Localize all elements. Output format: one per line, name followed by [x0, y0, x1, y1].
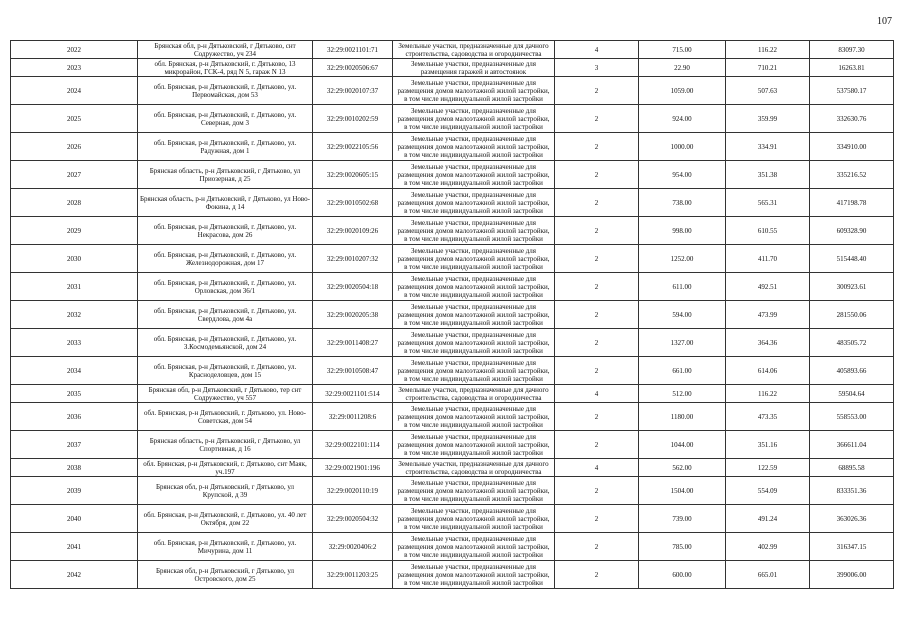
table-row	[11, 161, 894, 189]
address-cell: обл. Брянская, р-н Дятьковский, г. Дятьково, ул. З.Космодемьянской, дом 24	[138, 329, 313, 357]
address-cell: Брянская область, р-н Дятьковский, г Дятьково, ул Ново-Фокина, д 14	[138, 189, 313, 217]
land-registry-table	[10, 40, 894, 589]
cadastral-number-cell: 32:29:0011208:6	[313, 403, 393, 431]
group-cell: 2	[555, 561, 639, 589]
land-use-cell: Земельные участки, предназначенные для размещения домов малоэтажной жилой застройки, в том числе индивидуальной жилой застройки	[393, 133, 555, 161]
address-cell: обл. Брянская, р-н Дятьковский, г. Дятьково, ул. Северная, дом 3	[138, 105, 313, 133]
specific-value-cell: 565.31	[726, 189, 810, 217]
area-cell: 785.00	[639, 533, 726, 561]
area-cell: 600.00	[639, 561, 726, 589]
group-cell: 3	[555, 59, 639, 77]
land-use-cell: Земельные участки, предназначенные для размещения домов малоэтажной жилой застройки, в том числе индивидуальной жилой застройки	[393, 403, 555, 431]
page-number: 107	[877, 16, 892, 27]
specific-value-cell: 351.38	[726, 161, 810, 189]
area-cell: 661.00	[639, 357, 726, 385]
table-row	[11, 245, 894, 273]
table-row	[11, 301, 894, 329]
row-number-cell: 2036	[11, 403, 138, 431]
row-number-cell: 2024	[11, 77, 138, 105]
group-cell: 4	[555, 41, 639, 59]
group-cell: 2	[555, 301, 639, 329]
row-number-cell: 2034	[11, 357, 138, 385]
cadastral-value-cell: 83097.30	[810, 41, 894, 59]
area-cell: 1000.00	[639, 133, 726, 161]
row-number-cell: 2029	[11, 217, 138, 245]
group-cell: 2	[555, 403, 639, 431]
row-number-cell: 2031	[11, 273, 138, 301]
table-row	[11, 505, 894, 533]
group-cell: 2	[555, 505, 639, 533]
land-use-cell: Земельные участки, предназначенные для размещения домов малоэтажной жилой застройки, в том числе индивидуальной жилой застройки	[393, 189, 555, 217]
cadastral-number-cell: 32:29:0010202:59	[313, 105, 393, 133]
land-use-cell: Земельные участки, предназначенные для размещения гаражей и автостоянок	[393, 59, 555, 77]
area-cell: 715.00	[639, 41, 726, 59]
group-cell: 2	[555, 329, 639, 357]
address-cell: Брянская обл, р-н Дятьковский, г Дятьково, ул Крупской, д 39	[138, 477, 313, 505]
table-row	[11, 273, 894, 301]
address-cell: обл. Брянская, р-н Дятьковский, г. Дятьково, ул. Железнодорожная, дом 17	[138, 245, 313, 273]
cadastral-value-cell: 363026.36	[810, 505, 894, 533]
table-row	[11, 105, 894, 133]
table-row	[11, 133, 894, 161]
table-row	[11, 77, 894, 105]
cadastral-value-cell: 405893.66	[810, 357, 894, 385]
land-use-cell: Земельные участки, предназначенные для размещения домов малоэтажной жилой застройки, в том числе индивидуальной жилой застройки	[393, 505, 555, 533]
table-row	[11, 385, 894, 403]
cadastral-value-cell: 332630.76	[810, 105, 894, 133]
row-number-cell: 2025	[11, 105, 138, 133]
group-cell: 2	[555, 357, 639, 385]
cadastral-value-cell: 316347.15	[810, 533, 894, 561]
row-number-cell: 2026	[11, 133, 138, 161]
address-cell: Брянская обл, р-н Дятьковский, г Дятьково, снт Содружество, уч 234	[138, 41, 313, 59]
area-cell: 1252.00	[639, 245, 726, 273]
specific-value-cell: 554.09	[726, 477, 810, 505]
address-cell: обл. Брянская, р-н Дятьковский, г. Дятьково, ул. Некрасова, дом 26	[138, 217, 313, 245]
table-row	[11, 459, 894, 477]
specific-value-cell: 122.59	[726, 459, 810, 477]
land-use-cell: Земельные участки, предназначенные для размещения домов малоэтажной жилой застройки, в том числе индивидуальной жилой застройки	[393, 245, 555, 273]
specific-value-cell: 614.06	[726, 357, 810, 385]
address-cell: Брянская область, р-н Дятьковский, г Дятьково, ул Приозерная, д 25	[138, 161, 313, 189]
row-number-cell: 2041	[11, 533, 138, 561]
cadastral-value-cell: 558553.00	[810, 403, 894, 431]
land-use-cell: Земельные участки, предназначенные для дачного строительства, садоводства и огородничества	[393, 459, 555, 477]
area-cell: 22.90	[639, 59, 726, 77]
cadastral-value-cell: 300923.61	[810, 273, 894, 301]
table-row	[11, 403, 894, 431]
cadastral-value-cell: 59504.64	[810, 385, 894, 403]
specific-value-cell: 665.01	[726, 561, 810, 589]
specific-value-cell: 491.24	[726, 505, 810, 533]
cadastral-number-cell: 32:29:0010508:47	[313, 357, 393, 385]
table-row	[11, 477, 894, 505]
land-use-cell: Земельные участки, предназначенные для размещения домов малоэтажной жилой застройки, в том числе индивидуальной жилой застройки	[393, 329, 555, 357]
row-number-cell: 2033	[11, 329, 138, 357]
cadastral-number-cell: 32:29:0011203:25	[313, 561, 393, 589]
address-cell: обл. Брянская, р-н Дятьковский, г. Дятьково, ул. Свердлова, дом 4а	[138, 301, 313, 329]
table-row	[11, 217, 894, 245]
land-use-cell: Земельные участки, предназначенные для размещения домов малоэтажной жилой застройки, в том числе индивидуальной жилой застройки	[393, 105, 555, 133]
area-cell: 998.00	[639, 217, 726, 245]
group-cell: 4	[555, 385, 639, 403]
cadastral-value-cell: 417198.78	[810, 189, 894, 217]
table-row	[11, 431, 894, 459]
cadastral-number-cell: 32:29:0011408:27	[313, 329, 393, 357]
row-number-cell: 2042	[11, 561, 138, 589]
specific-value-cell: 402.99	[726, 533, 810, 561]
table-row	[11, 59, 894, 77]
address-cell: обл. Брянская, р-н Дятьковский, г. Дятьково, снт Маяк, уч.197	[138, 459, 313, 477]
land-use-cell: Земельные участки, предназначенные для размещения домов малоэтажной жилой застройки, в том числе индивидуальной жилой застройки	[393, 217, 555, 245]
specific-value-cell: 359.99	[726, 105, 810, 133]
cadastral-value-cell: 281550.06	[810, 301, 894, 329]
cadastral-number-cell: 32:29:0020605:15	[313, 161, 393, 189]
specific-value-cell: 710.21	[726, 59, 810, 77]
area-cell: 924.00	[639, 105, 726, 133]
row-number-cell: 2037	[11, 431, 138, 459]
land-use-cell: Земельные участки, предназначенные для размещения домов малоэтажной жилой застройки, в том числе индивидуальной жилой застройки	[393, 477, 555, 505]
group-cell: 4	[555, 459, 639, 477]
cadastral-number-cell: 32:29:0020406:2	[313, 533, 393, 561]
group-cell: 2	[555, 431, 639, 459]
cadastral-number-cell: 32:29:0020205:38	[313, 301, 393, 329]
address-cell: обл. Брянская, р-н Дятьковский, г. Дятьково, ул. Орловская, дом 36/1	[138, 273, 313, 301]
land-use-cell: Земельные участки, предназначенные для размещения домов малоэтажной жилой застройки, в том числе индивидуальной жилой застройки	[393, 77, 555, 105]
cadastral-number-cell: 32:29:0020109:26	[313, 217, 393, 245]
land-use-cell: Земельные участки, предназначенные для размещения домов малоэтажной жилой застройки, в том числе индивидуальной жилой застройки	[393, 301, 555, 329]
land-use-cell: Земельные участки, предназначенные для размещения домов малоэтажной жилой застройки, в том числе индивидуальной жилой застройки	[393, 561, 555, 589]
cadastral-value-cell: 366611.04	[810, 431, 894, 459]
specific-value-cell: 411.70	[726, 245, 810, 273]
cadastral-number-cell: 32:29:0010502:68	[313, 189, 393, 217]
address-cell: обл. Брянская, р-н Дятьковский, г. Дятьково, ул. Первомайская, дом 53	[138, 77, 313, 105]
cadastral-number-cell: 32:29:0022101:114	[313, 431, 393, 459]
specific-value-cell: 116.22	[726, 41, 810, 59]
group-cell: 2	[555, 105, 639, 133]
group-cell: 2	[555, 477, 639, 505]
row-number-cell: 2027	[11, 161, 138, 189]
cadastral-number-cell: 32:29:0020504:18	[313, 273, 393, 301]
specific-value-cell: 473.99	[726, 301, 810, 329]
cadastral-number-cell: 32:29:0021901:196	[313, 459, 393, 477]
row-number-cell: 2023	[11, 59, 138, 77]
area-cell: 1180.00	[639, 403, 726, 431]
cadastral-number-cell: 32:29:0021101:71	[313, 41, 393, 59]
cadastral-value-cell: 334910.00	[810, 133, 894, 161]
cadastral-value-cell: 515448.40	[810, 245, 894, 273]
cadastral-number-cell: 32:29:0020107:37	[313, 77, 393, 105]
group-cell: 2	[555, 533, 639, 561]
row-number-cell: 2028	[11, 189, 138, 217]
specific-value-cell: 116.22	[726, 385, 810, 403]
group-cell: 2	[555, 189, 639, 217]
cadastral-number-cell: 32:29:0021101:514	[313, 385, 393, 403]
land-use-cell: Земельные участки, предназначенные для размещения домов малоэтажной жилой застройки, в том числе индивидуальной жилой застройки	[393, 161, 555, 189]
area-cell: 562.00	[639, 459, 726, 477]
table-row	[11, 533, 894, 561]
table-row	[11, 357, 894, 385]
cadastral-number-cell: 32:29:0010207:32	[313, 245, 393, 273]
area-cell: 1044.00	[639, 431, 726, 459]
address-cell: обл. Брянская, р-н Дятьковский, г. Дятьково, ул. 40 лет Октября, дом 22	[138, 505, 313, 533]
cadastral-value-cell: 609328.90	[810, 217, 894, 245]
specific-value-cell: 473.35	[726, 403, 810, 431]
group-cell: 2	[555, 77, 639, 105]
cadastral-value-cell: 16263.81	[810, 59, 894, 77]
specific-value-cell: 351.16	[726, 431, 810, 459]
address-cell: обл. Брянская, р-н Дятьковский, г. Дятьково, ул. Радужная, дом 1	[138, 133, 313, 161]
cadastral-number-cell: 32:29:0022105:56	[313, 133, 393, 161]
address-cell: обл. Брянская, р-н Дятьковский, г. Дятьково, ул. Красноделовцев, дом 15	[138, 357, 313, 385]
row-number-cell: 2040	[11, 505, 138, 533]
specific-value-cell: 507.63	[726, 77, 810, 105]
group-cell: 2	[555, 217, 639, 245]
land-use-cell: Земельные участки, предназначенные для дачного строительства, садоводства и огородничества	[393, 385, 555, 403]
area-cell: 738.00	[639, 189, 726, 217]
row-number-cell: 2035	[11, 385, 138, 403]
specific-value-cell: 364.36	[726, 329, 810, 357]
area-cell: 611.00	[639, 273, 726, 301]
address-cell: Брянская обл, р-н Дятьковский, г Дятьково, ул Островского, дом 25	[138, 561, 313, 589]
cadastral-value-cell: 399006.00	[810, 561, 894, 589]
table-row	[11, 41, 894, 59]
area-cell: 1504.00	[639, 477, 726, 505]
row-number-cell: 2032	[11, 301, 138, 329]
address-cell: Брянская область, р-н Дятьковский, г Дятьково, ул Спортивная, д 16	[138, 431, 313, 459]
cadastral-value-cell: 537580.17	[810, 77, 894, 105]
group-cell: 2	[555, 245, 639, 273]
land-use-cell: Земельные участки, предназначенные для размещения домов малоэтажной жилой застройки, в том числе индивидуальной жилой застройки	[393, 273, 555, 301]
row-number-cell: 2022	[11, 41, 138, 59]
group-cell: 2	[555, 161, 639, 189]
specific-value-cell: 492.51	[726, 273, 810, 301]
address-cell: Брянская обл, р-н Дятьковский, г Дятьково, тер снт Содружество, уч 557	[138, 385, 313, 403]
land-use-cell: Земельные участки, предназначенные для дачного строительства, садоводства и огородничества	[393, 41, 555, 59]
address-cell: обл. Брянская, р-н Дятьковский, г. Дятьково, ул. Мичурина, дом 11	[138, 533, 313, 561]
table-row	[11, 329, 894, 357]
row-number-cell: 2039	[11, 477, 138, 505]
area-cell: 594.00	[639, 301, 726, 329]
cadastral-value-cell: 483505.72	[810, 329, 894, 357]
land-use-cell: Земельные участки, предназначенные для размещения домов малоэтажной жилой застройки, в том числе индивидуальной жилой застройки	[393, 431, 555, 459]
land-use-cell: Земельные участки, предназначенные для размещения домов малоэтажной жилой застройки, в том числе индивидуальной жилой застройки	[393, 533, 555, 561]
cadastral-value-cell: 833351.36	[810, 477, 894, 505]
area-cell: 954.00	[639, 161, 726, 189]
specific-value-cell: 610.55	[726, 217, 810, 245]
group-cell: 2	[555, 133, 639, 161]
address-cell: обл. Брянская, р-н Дятьковский, г. Дятьково, ул. Ново-Советская, дом 54	[138, 403, 313, 431]
land-use-cell: Земельные участки, предназначенные для размещения домов малоэтажной жилой застройки, в том числе индивидуальной жилой застройки	[393, 357, 555, 385]
cadastral-value-cell: 68895.58	[810, 459, 894, 477]
area-cell: 512.00	[639, 385, 726, 403]
cadastral-value-cell: 335216.52	[810, 161, 894, 189]
address-cell: обл. Брянская, р-н Дятьковский, г. Дятьково, 13 микрорайон, ГСК-4, ряд N 5, гараж N 13	[138, 59, 313, 77]
specific-value-cell: 334.91	[726, 133, 810, 161]
area-cell: 739.00	[639, 505, 726, 533]
cadastral-number-cell: 32:29:0020504:32	[313, 505, 393, 533]
area-cell: 1059.00	[639, 77, 726, 105]
table-row	[11, 561, 894, 589]
group-cell: 2	[555, 273, 639, 301]
table-body	[11, 41, 894, 589]
area-cell: 1327.00	[639, 329, 726, 357]
row-number-cell: 2038	[11, 459, 138, 477]
row-number-cell: 2030	[11, 245, 138, 273]
cadastral-number-cell: 32:29:0020110:19	[313, 477, 393, 505]
table-row	[11, 189, 894, 217]
cadastral-number-cell: 32:29:0020506:67	[313, 59, 393, 77]
